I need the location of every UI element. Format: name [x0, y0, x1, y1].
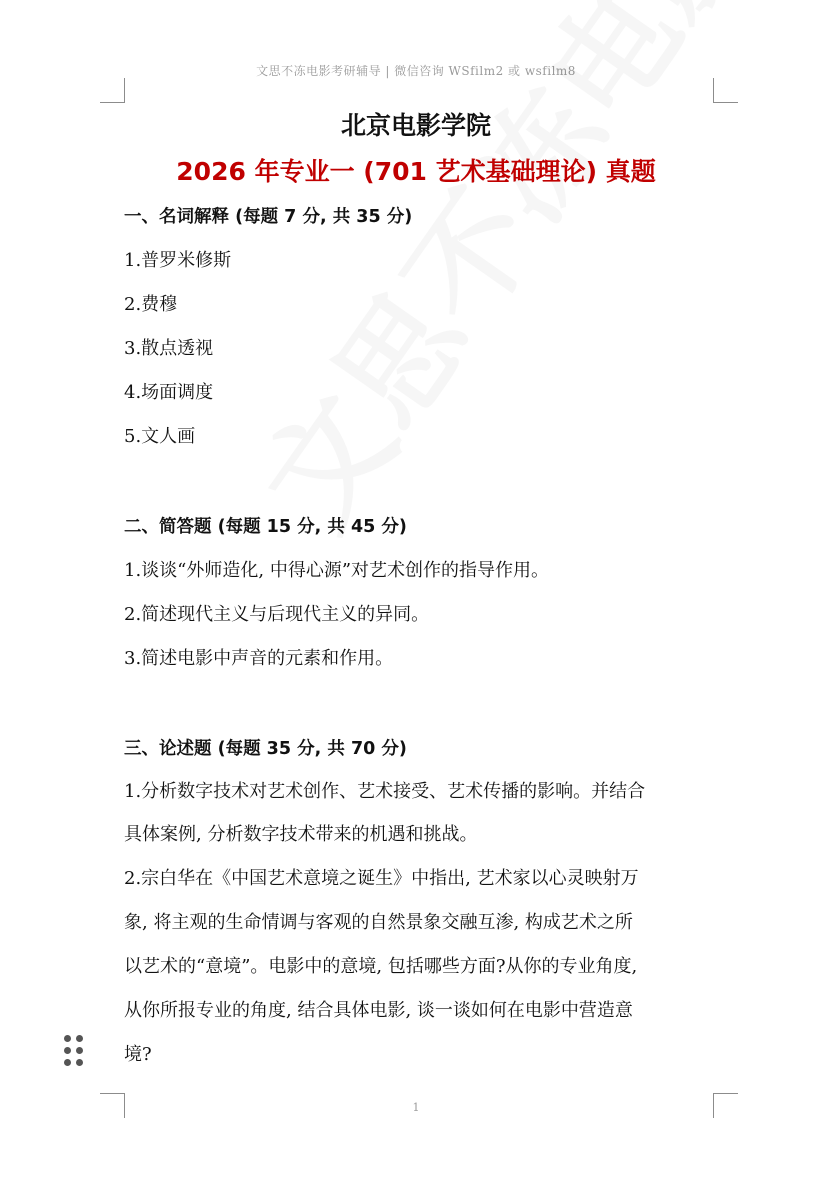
section-heading-1: 一、名词解释 (每题 7 分, 共 35 分) [124, 207, 413, 227]
question-line: 1.谈谈“外师造化, 中得心源”对艺术创作的指导作用。 [124, 560, 550, 581]
page-number: 1 [412, 1101, 420, 1114]
section-heading-3: 三、论述题 (每题 35 分, 共 70 分) [124, 739, 407, 759]
grip-dot [64, 1059, 71, 1066]
watermark [215, 0, 725, 555]
question-line: 2.简述现代主义与后现代主义的异同。 [124, 604, 430, 625]
grip-dot [76, 1059, 83, 1066]
question-line: 2.费穆 [124, 294, 178, 315]
section-heading-2: 二、简答题 (每题 15 分, 共 45 分) [124, 517, 407, 537]
grip-dot [64, 1035, 71, 1042]
question-line: 象, 将主观的生命情调与客观的自然景象交融互渗, 构成艺术之所 [124, 912, 633, 933]
document-title: 北京电影学院 [340, 111, 491, 140]
page-header: 文思不冻电影考研辅导 | 微信咨询 WSfilm2 或 wsfilm8 [256, 64, 576, 78]
question-line: 3.简述电影中声音的元素和作用。 [124, 648, 394, 669]
grip-dot [76, 1047, 83, 1054]
crop-mark-top-right [713, 78, 738, 103]
question-line: 1.普罗米修斯 [124, 250, 232, 271]
drag-handle-icon[interactable] [64, 1035, 84, 1067]
crop-mark-top-left [100, 78, 125, 103]
question-line: 1.分析数字技术对艺术创作、艺术接受、艺术传播的影响。并结合 [124, 781, 646, 802]
question-line: 以艺术的“意境”。电影中的意境, 包括哪些方面?从你的专业角度, [124, 956, 638, 977]
grip-dot [76, 1035, 83, 1042]
question-line: 5.文人画 [124, 426, 196, 447]
question-line: 4.场面调度 [124, 382, 214, 403]
question-line: 境? [124, 1044, 152, 1065]
document-subtitle: 2026 年专业一 (701 艺术基础理论) 真题 [176, 157, 656, 186]
grip-dot [64, 1047, 71, 1054]
question-line: 2.宗白华在《中国艺术意境之诞生》中指出, 艺术家以心灵映射万 [124, 868, 639, 889]
question-line: 具体案例, 分析数字技术带来的机遇和挑战。 [124, 824, 478, 845]
question-line: 从你所报专业的角度, 结合具体电影, 谈一谈如何在电影中营造意 [124, 1000, 633, 1021]
question-line: 3.散点透视 [124, 338, 214, 359]
